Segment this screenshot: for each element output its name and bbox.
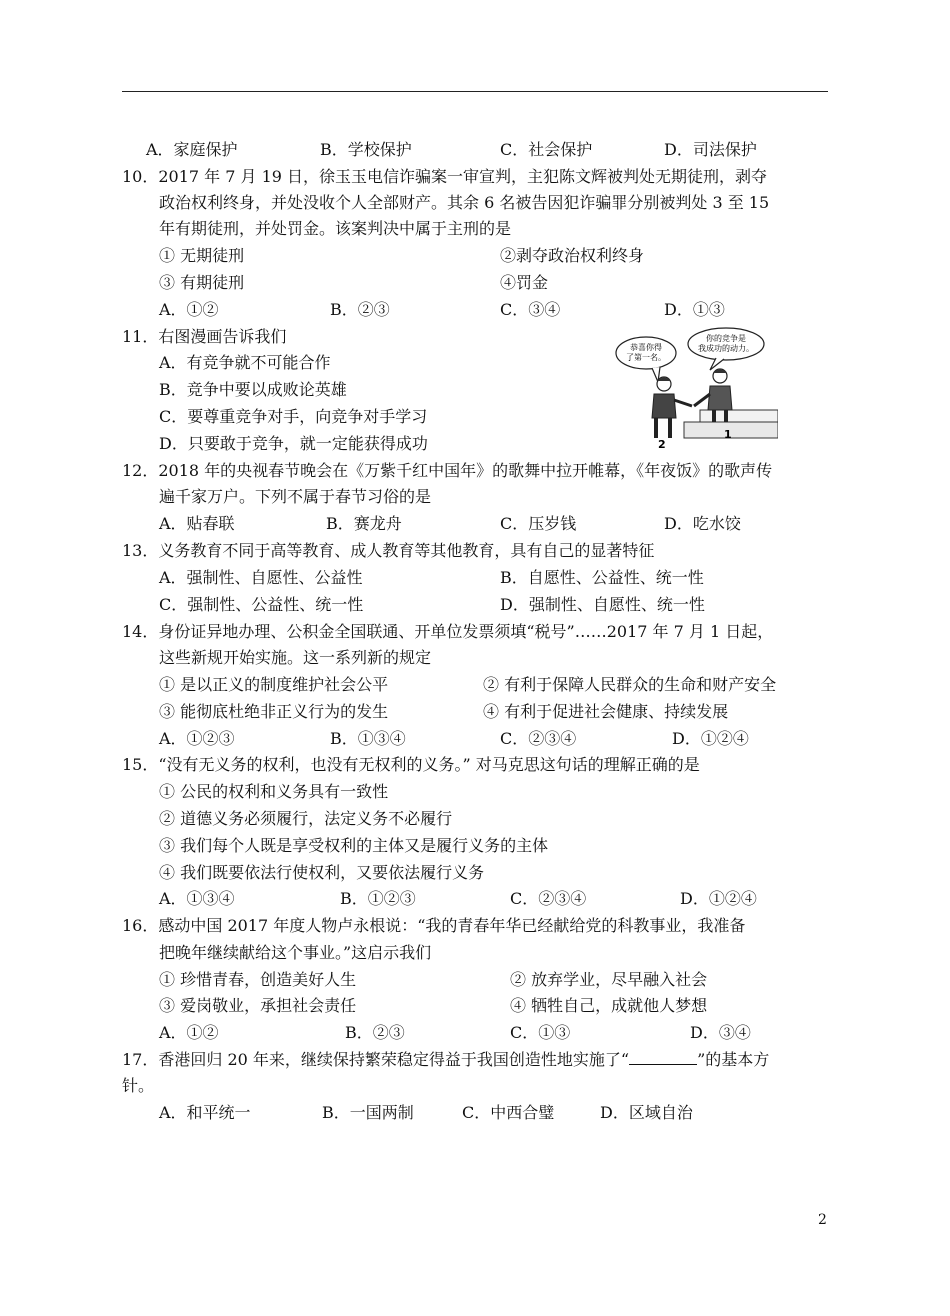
- q10-option-d[interactable]: D．①③: [664, 300, 725, 319]
- q16-stem-line1: 16．感动中国 2017 年度人物卢永根说：“我的青春年华已经献给党的科教事业，我准备: [122, 916, 746, 935]
- q17-stem-before: 17．香港回归 20 年来，继续保持繁荣稳定得益于我国创造性地实施了“: [122, 1050, 630, 1069]
- q15-stem: 15．“没有无义务的权利，也没有无权利的义务。” 对马克思这句话的理解正确的是: [122, 755, 700, 774]
- q14-option-b[interactable]: B．①③④: [330, 729, 406, 748]
- q13-option-d[interactable]: D．强制性、自愿性、统一性: [500, 595, 705, 614]
- q10-item-1: ① 无期徒刑: [159, 246, 245, 265]
- q16-item-4: ④ 牺牲自己，成就他人梦想: [510, 996, 708, 1015]
- q10-stem-line1: 10．2017 年 7 月 19 日，徐玉玉电信诈骗案一审宣判，主犯陈文辉被判处无期徒刑，剥夺: [122, 167, 768, 186]
- cartoon-bubble-right-1: 你的竞争是: [706, 334, 746, 343]
- q17-stem-line1: [122, 1050, 769, 1070]
- q15-item-2: ② 道德义务必须履行，法定义务不必履行: [159, 809, 453, 828]
- cartoon-step-1: 1: [724, 428, 732, 441]
- q10-stem-line2: 政治权利终身，并处没收个人全部财产。其余 6 名被告因犯诈骗罪分别被判处 3 至 15: [159, 193, 770, 212]
- q12-option-b[interactable]: B．赛龙舟: [326, 514, 402, 533]
- q10-option-c[interactable]: C．③④: [500, 300, 561, 319]
- q10-item-3: ③ 有期徒刑: [159, 273, 245, 292]
- q14-item-1: ① 是以正义的制度维护社会公平: [159, 675, 389, 694]
- cartoon-bubble-left-2: 了第一名。: [626, 353, 666, 362]
- q15-item-1: ① 公民的权利和义务具有一致性: [159, 782, 389, 801]
- q16-option-d[interactable]: D．③④: [690, 1023, 751, 1042]
- q12-stem-line2: 遍千家万户。下列不属于春节习俗的是: [159, 487, 432, 506]
- q14-item-2: ② 有利于保障人民群众的生命和财产安全: [483, 675, 777, 694]
- q10-option-a[interactable]: A．①②: [159, 300, 219, 319]
- q16-item-1: ① 珍惜青春，创造美好人生: [159, 970, 357, 989]
- q15-item-4: ④ 我们既要依法行使权利，又要依法履行义务: [159, 863, 485, 882]
- q17-answer-blank[interactable]: [629, 1050, 697, 1065]
- q17-stem-line2: 针。: [122, 1076, 155, 1095]
- q9-option-d[interactable]: D．司法保护: [664, 140, 757, 159]
- q9-option-a[interactable]: A．家庭保护: [146, 140, 238, 159]
- header-rule: [122, 91, 828, 92]
- q13-stem: 13．义务教育不同于高等教育、成人教育等其他教育，具有自己的显著特征: [122, 541, 655, 560]
- q15-item-3: ③ 我们每个人既是享受权利的主体又是履行义务的主体: [159, 836, 549, 855]
- q16-option-a[interactable]: A．①②: [159, 1023, 219, 1042]
- q15-option-b[interactable]: B．①②③: [340, 889, 416, 908]
- q14-stem-line2: 这些新规开始实施。这一系列新的规定: [159, 648, 432, 667]
- q12-option-d[interactable]: D．吃水饺: [664, 514, 741, 533]
- q17-option-b[interactable]: B．一国两制: [322, 1103, 414, 1122]
- q10-item-4: ④罚金: [500, 273, 549, 292]
- cartoon-bubble-right-2: 我成功的动力。: [698, 344, 754, 353]
- q10-item-2: ②剥夺政治权利终身: [500, 246, 645, 265]
- q14-option-c[interactable]: C．②③④: [500, 729, 577, 748]
- q11-option-c[interactable]: C．要尊重竞争对手，向竞争对手学习: [159, 407, 428, 426]
- q14-item-4: ④ 有利于促进社会健康、持续发展: [483, 702, 729, 721]
- competition-cartoon: [612, 326, 778, 452]
- q14-option-d[interactable]: D．①②④: [672, 729, 749, 748]
- q14-option-a[interactable]: A．①②③: [159, 729, 235, 748]
- q17-option-d[interactable]: D．区域自治: [600, 1103, 693, 1122]
- q11-option-d[interactable]: D．只要敢于竞争，就一定能获得成功: [159, 434, 428, 453]
- q10-option-b[interactable]: B．②③: [330, 300, 390, 319]
- q17-stem-after: ”的基本方: [697, 1050, 770, 1069]
- page-number: 2: [818, 1212, 827, 1228]
- q11-option-a[interactable]: A．有竞争就不可能合作: [159, 353, 331, 372]
- q16-option-c[interactable]: C．①③: [510, 1023, 571, 1042]
- cartoon-bubble-left-1: 恭喜你得: [630, 343, 662, 352]
- q12-option-c[interactable]: C．压岁钱: [500, 514, 577, 533]
- q11-stem: 11．右图漫画告诉我们: [122, 327, 287, 346]
- cartoon-step-2: 2: [658, 438, 666, 451]
- q15-option-a[interactable]: A．①③④: [159, 889, 235, 908]
- q17-option-a[interactable]: A．和平统一: [159, 1103, 251, 1122]
- q16-option-b[interactable]: B．②③: [345, 1023, 405, 1042]
- q15-option-d[interactable]: D．①②④: [680, 889, 757, 908]
- q15-option-c[interactable]: C．②③④: [510, 889, 587, 908]
- q13-option-c[interactable]: C．强制性、公益性、统一性: [159, 595, 364, 614]
- q13-option-a[interactable]: A．强制性、自愿性、公益性: [159, 568, 363, 587]
- q13-option-b[interactable]: B．自愿性、公益性、统一性: [500, 568, 704, 587]
- q11-option-b[interactable]: B．竞争中要以成败论英雄: [159, 380, 347, 399]
- q16-item-3: ③ 爱岗敬业，承担社会责任: [159, 996, 357, 1015]
- q12-option-a[interactable]: A．贴春联: [159, 514, 235, 533]
- q12-stem-line1: 12．2018 年的央视春节晚会在《万紫千红中国年》的歌舞中拉开帷幕，《年夜饭》的歌声传: [122, 461, 773, 480]
- q10-stem-line3: 年有期徒刑，并处罚金。该案判决中属于主刑的是: [159, 219, 512, 238]
- q14-stem-line1: 14．身份证异地办理、公积金全国联通、开单位发票须填“税号”……2017 年 7 月 1 日起，: [122, 622, 774, 641]
- q14-item-3: ③ 能彻底杜绝非正义行为的发生: [159, 702, 389, 721]
- q16-item-2: ② 放弃学业，尽早融入社会: [510, 970, 708, 989]
- q16-stem-line2: 把晚年继续献给这个事业。”这启示我们: [159, 943, 432, 962]
- q9-option-c[interactable]: C．社会保护: [500, 140, 593, 159]
- q9-option-b[interactable]: B．学校保护: [320, 140, 412, 159]
- q17-option-c[interactable]: C．中西合璧: [462, 1103, 555, 1122]
